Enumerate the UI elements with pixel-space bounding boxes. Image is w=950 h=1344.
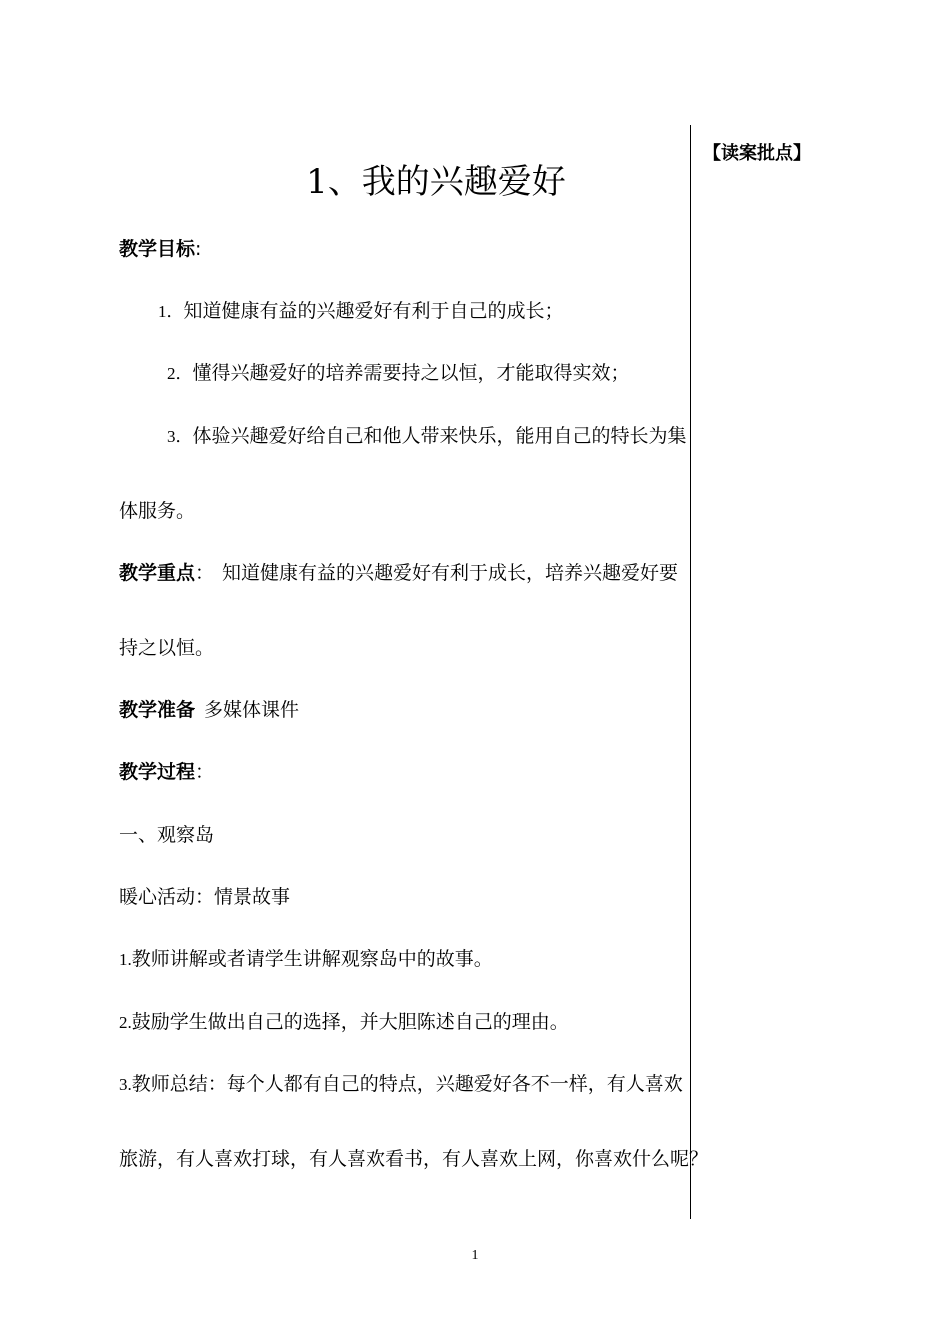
key-points	[119, 561, 678, 585]
key-points-colon: ：	[195, 562, 215, 584]
step-text: 教师总结：每个人都有自己的特点，兴趣爱好各不一样，有人喜欢	[131, 1073, 683, 1095]
objectives-label: 教学目标	[119, 238, 196, 260]
objective-text: 知道健康有益的兴趣爱好有利于自己的成长；	[183, 300, 564, 322]
objective-item-3-continuation: 体服务。	[119, 500, 196, 522]
step-number: 3.	[119, 1075, 132, 1094]
step-item-2	[119, 1010, 569, 1035]
objective-text: 体验兴趣爱好给自己和他人带来快乐，能用自己的特长为集	[192, 425, 687, 447]
step-item-1	[119, 947, 493, 972]
preparation-text: 多媒体课件	[204, 699, 300, 721]
objective-item-1	[158, 299, 564, 324]
margin-divider	[690, 125, 691, 1219]
key-points-text: 知道健康有益的兴趣爱好有利于成长，培养兴趣爱好要	[222, 562, 679, 584]
step-number: 2.	[119, 1013, 132, 1032]
section-heading: 一、观察岛	[119, 824, 215, 846]
title-text: 、我的兴趣爱好	[327, 162, 566, 202]
title-number: 1	[306, 162, 328, 202]
objectives-heading	[119, 237, 201, 261]
objective-item-3	[167, 424, 687, 449]
page-title	[186, 154, 686, 203]
preparation-label: 教学准备	[119, 699, 196, 721]
step-text: 教师讲解或者请学生讲解观察岛中的故事。	[131, 948, 493, 970]
activity-line: 暖心活动：情景故事	[119, 886, 291, 908]
objective-text: 懂得兴趣爱好的培养需要持之以恒，才能取得实效；	[192, 362, 630, 384]
key-points-label: 教学重点	[119, 562, 196, 584]
process-heading	[119, 760, 214, 784]
key-points-continuation: 持之以恒。	[119, 637, 215, 659]
process-colon: ：	[195, 761, 215, 783]
objective-number: 3．	[167, 427, 193, 446]
preparation	[119, 698, 299, 722]
step-number: 1.	[119, 950, 132, 969]
objective-number: 2．	[167, 364, 193, 383]
step-text: 鼓励学生做出自己的选择，并大胆陈述自己的理由。	[131, 1011, 569, 1033]
process-label: 教学过程	[119, 761, 196, 783]
margin-note-title: 【读案批点】	[703, 143, 811, 164]
objective-item-2	[167, 361, 630, 386]
objectives-colon: :	[195, 238, 202, 260]
objective-number: 1．	[158, 302, 184, 321]
page-number: 1	[471, 1248, 479, 1263]
step-item-3-continuation: 旅游，有人喜欢打球，有人喜欢看书，有人喜欢上网，你喜欢什么呢？	[119, 1148, 709, 1170]
step-item-3	[119, 1072, 683, 1097]
